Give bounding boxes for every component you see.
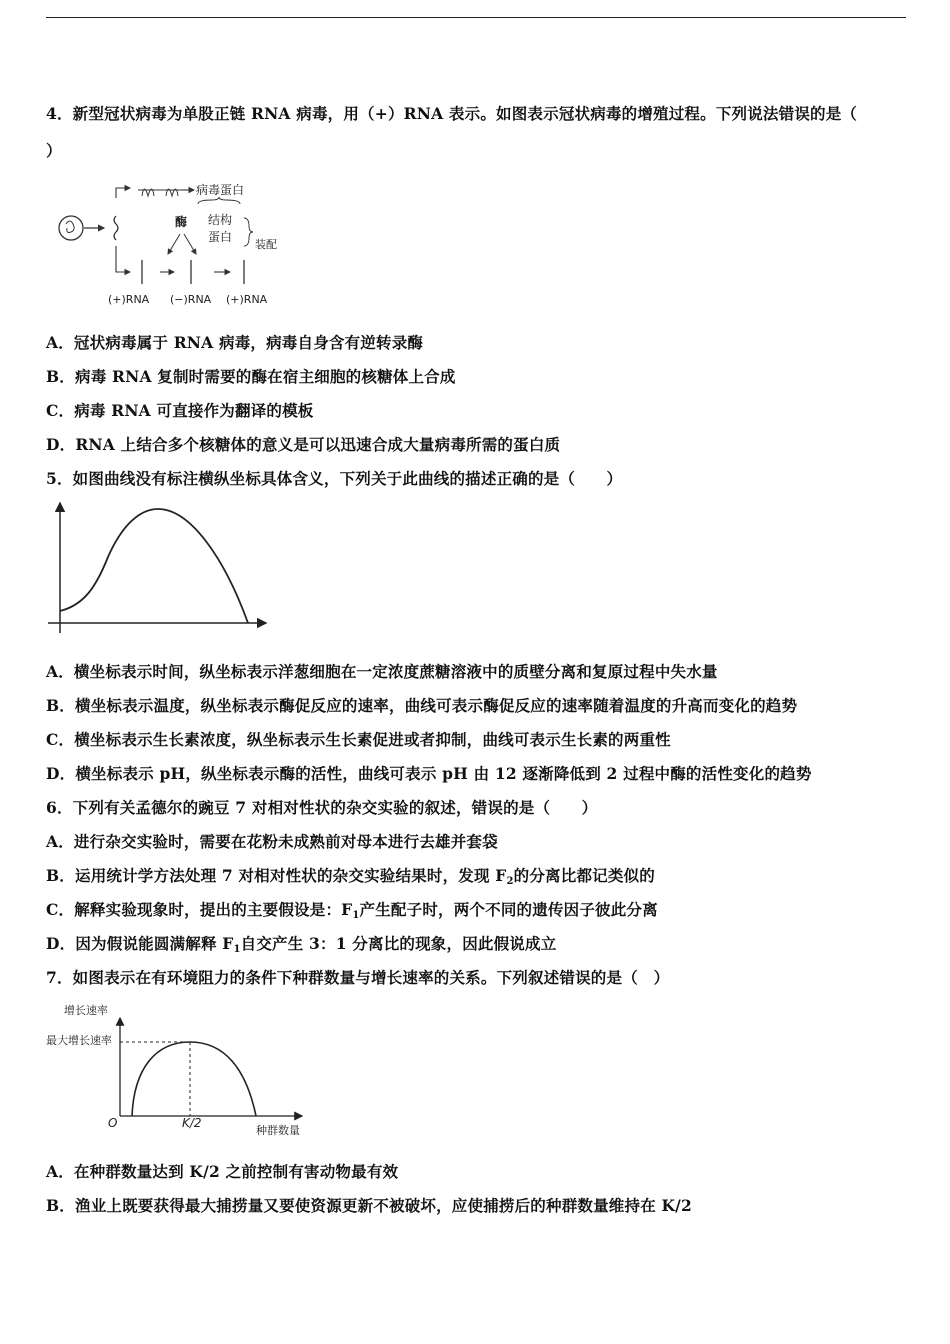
label-assembly: 装配 [255,238,277,251]
q4-option-b: B．病毒 RNA 复制时需要的酶在宿主细胞的核糖体上合成 [46,367,456,386]
q4-stem: 4．新型冠状病毒为单股正链 RNA 病毒，用（+）RNA 表示。如图表示冠状病毒的增殖过程。下列说法错误的是（ [46,104,858,123]
q5-option-c: C．横坐标表示生长素浓度，纵坐标表示生长素促进或者抑制，曲线可表示生长素的两重性 [46,730,671,749]
ribosome-icon [138,189,182,196]
label-structural-1: 结构 [208,213,233,227]
q6-option-d: D．因为假说能圆满解释 $F_1$自交产生 3：1 分离比的现象，因此假说成立 [46,934,557,955]
q4-option-a: A．冠状病毒属于 RNA 病毒，病毒自身含有逆转录酶 [46,333,424,352]
q5-option-a: A．横坐标表示时间，纵坐标表示洋葱细胞在一定浓度蔗糖溶液中的质壁分离和复原过程中失水量 [46,662,718,681]
q4-option-c: C．病毒 RNA 可直接作为翻译的模板 [46,401,314,420]
curve-line [60,509,248,623]
growth-curve [132,1042,256,1116]
max-rate-label: 最大增长速率 [46,1034,112,1047]
x-axis-label: 种群数量 [256,1124,300,1137]
q7-growth-rate-chart [44,998,314,1140]
label-minus-rna: (−)RNA [170,293,212,306]
label-plus-rna-1: (+)RNA [108,293,150,306]
q6-option-a: A．进行杂交实验时，需要在花粉未成熟前对母本进行去雄并套袋 [46,832,498,851]
origin-label: O [108,1116,118,1130]
y-axis-label: 增长速率 [64,1004,108,1017]
q4-option-d: D．RNA 上结合多个核糖体的意义是可以迅速合成大量病毒所需的蛋白质 [46,435,561,454]
label-enzyme: 酶 [175,215,188,229]
q7-stem: 7．如图表示在有环境阻力的条件下种群数量与增长速率的关系。下列叙述错误的是（ ） [46,968,670,987]
q4-virus-replication-diagram [54,174,304,312]
q6-option-c: C．解释实验现象时，提出的主要假设是：$F_1$产生配子时，两个不同的遗传因子彼此分离 [46,900,658,921]
header-rule [46,17,906,18]
q7-option-b: B．渔业上既要获得最大捕捞量又要使资源更新不被破坏，应使捕捞后的种群数量维持在 K/2 [46,1196,693,1215]
virus-icon [59,216,83,240]
q5-option-d: D．横坐标表示 pH，纵坐标表示酶的活性，曲线可表示 pH 由 12 逐渐降低到 2 过程中酶的活性变化的趋势 [46,764,812,783]
q7-option-a: A．在种群数量达到 K/2 之前控制有害动物最有效 [46,1162,399,1181]
k-half-label: K/2 [182,1116,202,1130]
label-virus-protein: 病毒蛋白 [196,183,245,197]
q6-stem: 6．下列有关孟德尔的豌豆 7 对相对性状的杂交实验的叙述，错误的是（ ） [46,798,598,817]
q5-curve-chart [44,497,274,639]
label-structural-2: 蛋白 [208,230,233,244]
label-plus-rna-2: (+)RNA [226,293,268,306]
q5-stem: 5．如图曲线没有标注横纵坐标具体含义，下列关于此曲线的描述正确的是（ ） [46,469,623,488]
q4-stem-cont: ） [46,141,62,160]
q5-option-b: B．横坐标表示温度，纵坐标表示酶促反应的速率，曲线可表示酶促反应的速率随着温度的升高而变化的趋势 [46,696,798,715]
q6-option-b: B．运用统计学方法处理 7 对相对性状的杂交实验结果时，发现 $F_2$的分离比都记类似的 [46,866,655,887]
